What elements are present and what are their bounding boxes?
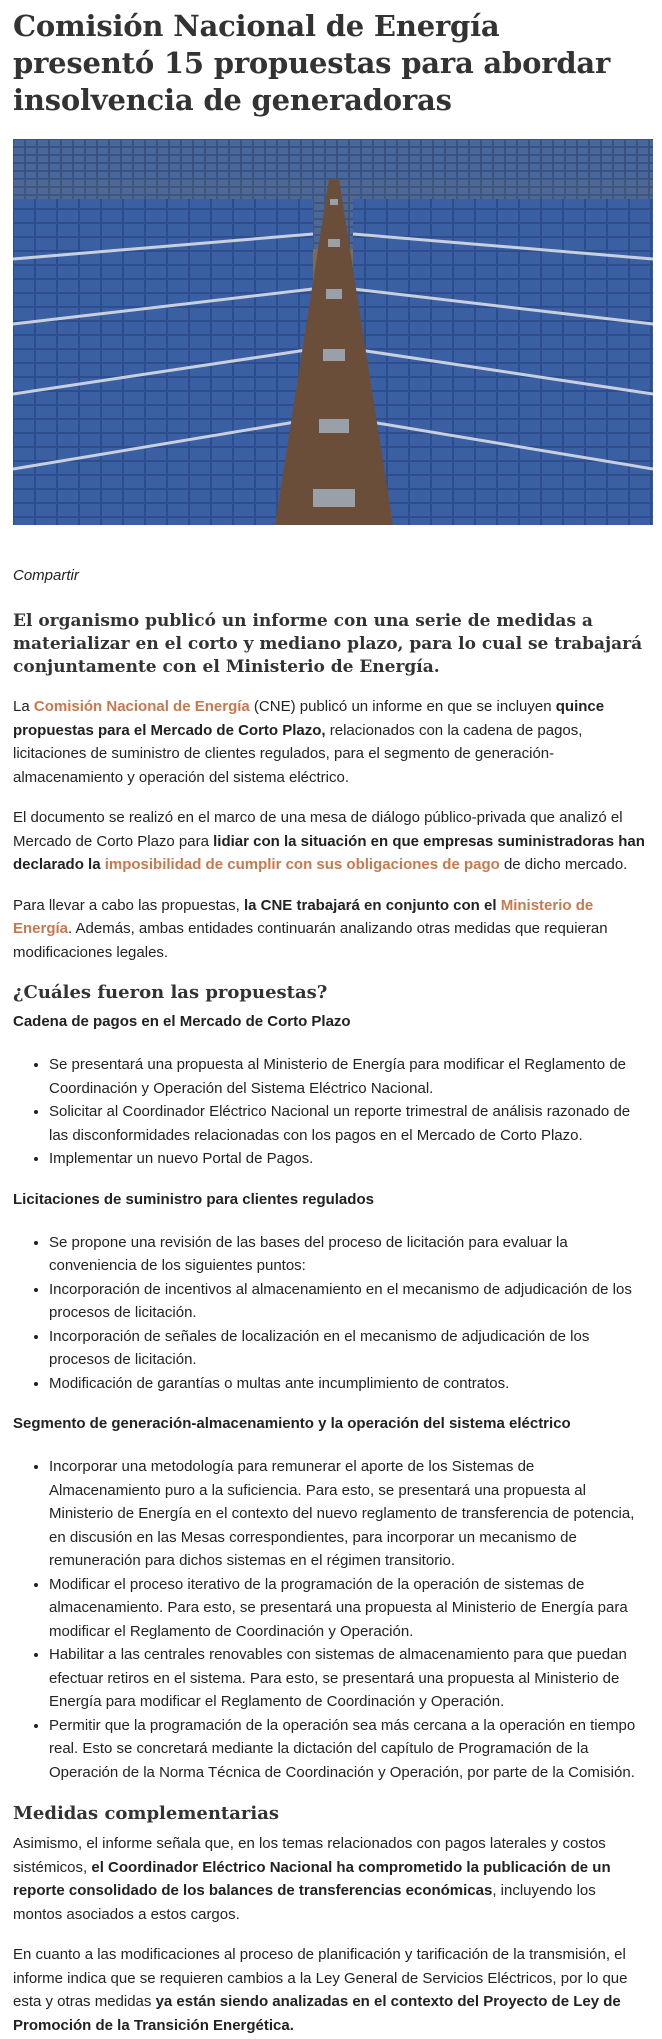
insolvency-link[interactable]: imposibilidad de cumplir con sus obligaciones de pago	[104, 856, 500, 873]
article-lead: El organismo publicó un informe con una serie de medidas a materializar en el corto y mediano plazo, para lo cual se trabajará conjuntamente con el Ministerio de Energía.	[13, 611, 643, 677]
hero-image-solar-panels	[13, 139, 653, 525]
list-item: • Incorporar una metodología para remunerar el aporte de los Sistemas de Almacenamiento puro a la suficiencia. Para esto, se presentará una propuesta al Ministerio de Energía en el contexto del nuevo reglamento de transferencia de potencia, en discusión en las Mesas correspondientes, para incorporar un mecanismo de remuneración para dichos sistemas en el régimen transitorio.	[49, 1455, 649, 1573]
list-item: • Solicitar al Coordinador Eléctrico Nacional un reporte trimestral de análisis razonado de las disconformidades relacionadas con los pagos en el Mercado de Corto Plazo.	[49, 1100, 649, 1147]
list-item: • Incorporación de incentivos al almacenamiento en el mecanismo de adjudicación de los procesos de licitación.	[49, 1278, 649, 1325]
section-heading-complementary: Medidas complementarias	[13, 1803, 280, 1824]
article	[0, 8, 662, 2037]
share-link[interactable]: Compartir	[13, 567, 79, 584]
list-item: • Permitir que la programación de la operación sea más cercana a la operación en tiempo real. Esto se concretará mediante la dictación del capítulo de Programación de la Operación de la Norma Técnica de Coordinación y Operación, por parte de la Comisión.	[49, 1714, 649, 1785]
section-heading-proposals: ¿Cuáles fueron las propuestas?	[13, 982, 328, 1003]
paragraph-2: El documento se realizó en el marco de una mesa de diálogo público-privada que analizó el Mercado de Corto Plazo para lidiar con la situación en que empresas suministradoras han declarado la imposibilidad de cumplir con sus obligaciones de pago de dicho mercado.	[13, 809, 645, 873]
list-item: • Implementar un nuevo Portal de Pagos.	[49, 1147, 649, 1171]
article-title: Comisión Nacional de Energía presentó 15 propuestas para abordar insolvencia de generadoras	[13, 9, 611, 117]
list-item: • Modificación de garantías o multas ante incumplimiento de contratos.	[49, 1372, 649, 1396]
list-item: • Se propone una revisión de las bases del proceso de licitación para evaluar la conveniencia de los siguientes puntos:	[49, 1231, 649, 1278]
subheading-tenders: Licitaciones de suministro para clientes regulados	[13, 1190, 374, 1208]
list-tenders	[13, 1231, 649, 1396]
list-generation-storage	[13, 1455, 649, 1784]
list-item: • Habilitar a las centrales renovables con sistemas de almacenamiento para que puedan efectuar retiros en el sistema. Para esto, se presentará una propuesta al Ministerio de Energía para modificar el Reglamento de Coordinación y Operación.	[49, 1643, 649, 1714]
list-item: • Se presentará una propuesta al Ministerio de Energía para modificar el Reglamento de Coordinación y Operación del Sistema Eléctrico Nacional.	[49, 1053, 649, 1100]
paragraph-3: Para llevar a cabo las propuestas, la CNE trabajará en conjunto con el Ministerio de Energía. Además, ambas entidades continuarán analizando otras medidas que requieran modificaciones legales.	[13, 896, 608, 961]
paragraph-1: La Comisión Nacional de Energía (CNE) publicó un informe en que se incluyen quince propuestas para el Mercado de Corto Plazo, relacionados con la cadena de pagos, licitaciones de suministro de clientes regulados, para el segmento de generación-almacenamiento y operación del sistema eléctrico.	[13, 698, 605, 786]
list-payment-chain	[13, 1053, 649, 1171]
cne-link[interactable]: Comisión Nacional de Energía	[33, 698, 250, 715]
list-item: • Modificar el proceso iterativo de la programación de la operación de sistemas de almacenamiento. Para esto, se presentará una propuesta al Ministerio de Energía para modificar el Reglamento de Coordinación y Operación.	[49, 1573, 649, 1644]
ministry-link[interactable]: Ministerio de Energía	[13, 896, 594, 937]
paragraph-complementary-1: Asimismo, el informe señala que, en los temas relacionados con pagos laterales y costos sistémicos, el Coordinador Eléctrico Nacional ha comprometido la publicación de un reporte consolidado de los balances de transferencias económicas, incluyendo los montos asociados a estos cargos.	[13, 1835, 611, 1923]
paragraph-complementary-2: En cuanto a las modificaciones al proceso de planificación y tarificación de la transmisión, el informe indica que se requieren cambios a la Ley General de Servicios Eléctricos, por lo que esta y otras medidas ya están siendo analizadas en el contexto del Proyecto de Ley de Promoción de la Transición Energética.	[13, 1946, 628, 2034]
subheading-payment-chain: Cadena de pagos en el Mercado de Corto Plazo	[13, 1013, 351, 1030]
subheading-generation-storage: Segmento de generación-almacenamiento y la operación del sistema eléctrico	[13, 1415, 571, 1432]
list-item: • Incorporación de señales de localización en el mecanismo de adjudicación de los procesos de licitación.	[49, 1325, 649, 1372]
